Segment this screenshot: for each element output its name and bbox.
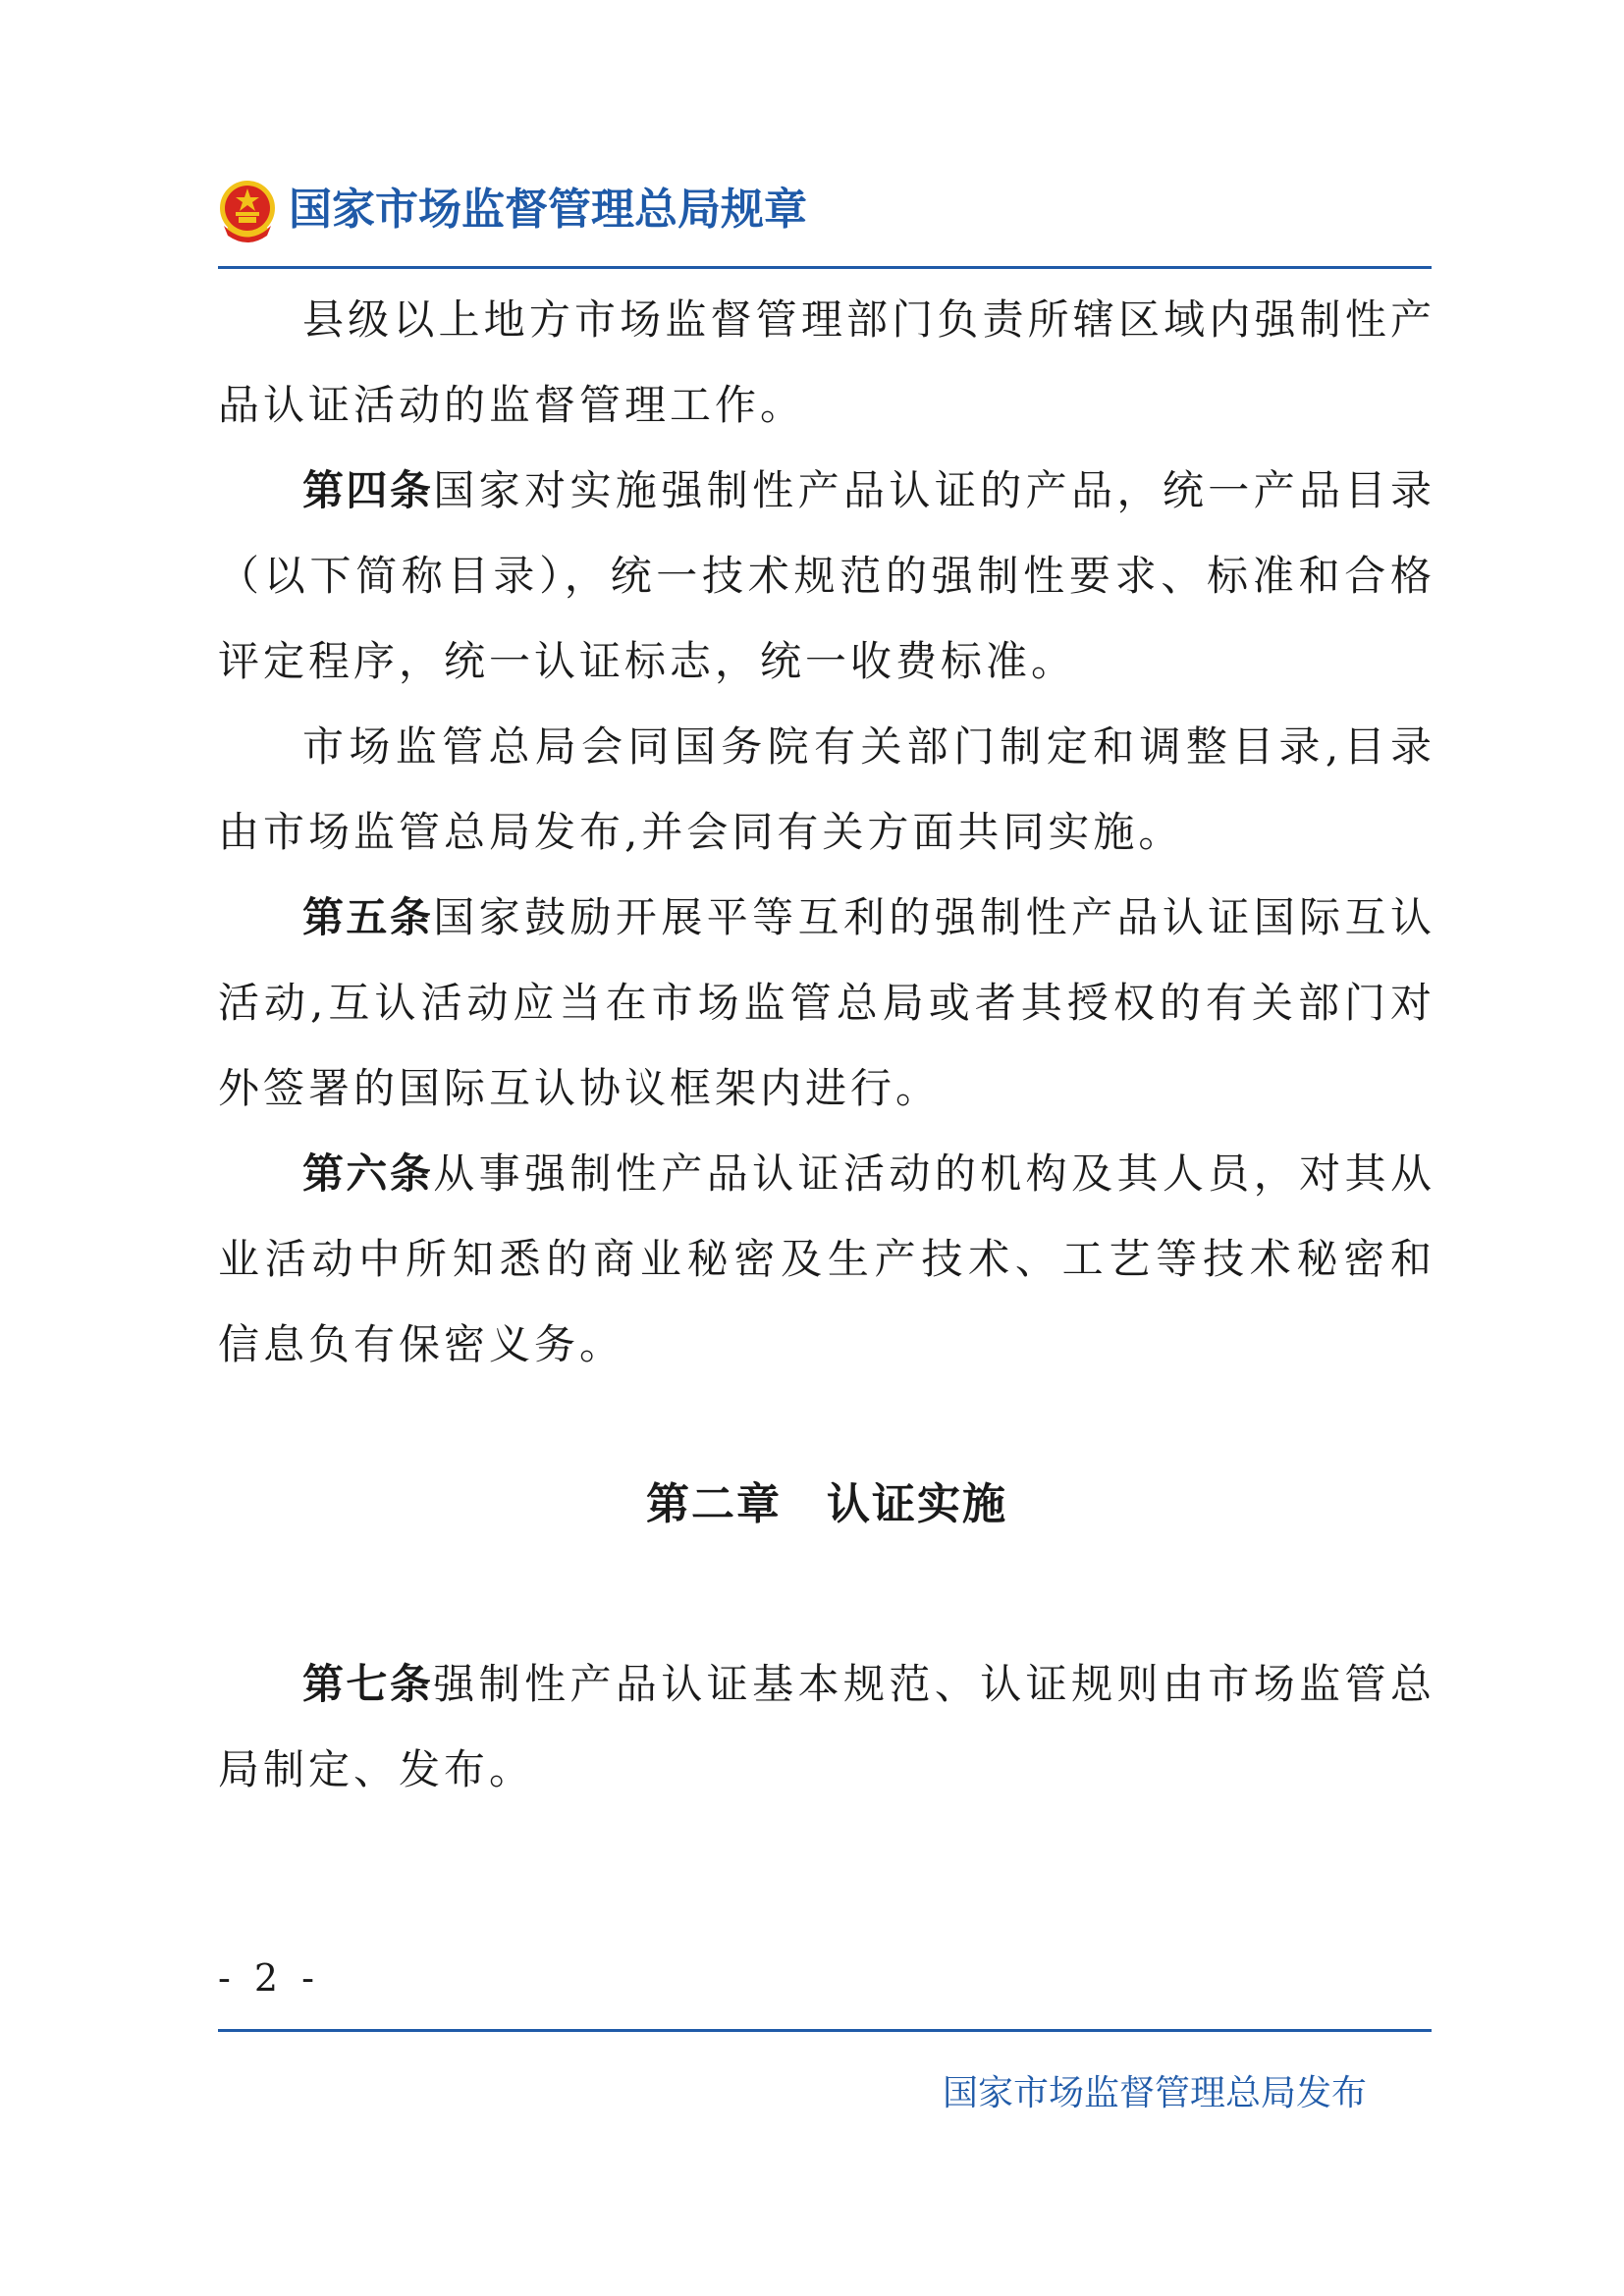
paragraph-text: 国家对实施强制性产品认证的产品，统一产品目录（以下简称目录），统一技术规范的强制性要求、标准和合格评定程序，统一认证标志，统一收费标准。 — [218, 466, 1435, 685]
national-emblem-icon — [218, 179, 277, 243]
document-body-top — [218, 277, 1435, 1387]
page-number: - 2 - — [218, 1956, 321, 2000]
paragraph — [218, 277, 1435, 448]
article-number: 第七条 — [302, 1660, 434, 1708]
article-number: 第六条 — [302, 1149, 434, 1198]
paragraph-text: 国家鼓励开展平等互利的强制性产品认证国际互认活动,互认活动应当在市场监管总局或者其授权的有关部门对外签署的国际互认协议框架内进行。 — [218, 893, 1435, 1112]
document-header — [218, 175, 1435, 253]
article-number: 第四条 — [302, 466, 434, 514]
document-body-bottom — [218, 1641, 1435, 1812]
paragraph-text: 从事强制性产品认证活动的机构及其人员，对其从业活动中所知悉的商业秘密及生产技术、工艺等技术秘密和信息负有保密义务。 — [218, 1149, 1435, 1368]
paragraph-text: 市场监管总局会同国务院有关部门制定和调整目录,目录由市场监管总局发布,并会同有关方面共同实施。 — [218, 722, 1435, 856]
paragraph-text: 县级以上地方市场监督管理部门负责所辖区域内强制性产品认证活动的监督管理工作。 — [218, 295, 1435, 429]
paragraph — [218, 448, 1435, 704]
footer-publisher: 国家市场监督管理总局发布 — [942, 2073, 1367, 2113]
paragraph — [218, 704, 1435, 875]
header-title: 国家市场监督管理总局规章 — [289, 185, 807, 235]
footer-divider — [218, 2029, 1432, 2032]
chapter-heading: 第二章 认证实施 — [646, 1479, 1007, 1529]
article-number: 第五条 — [302, 893, 434, 941]
header-divider — [218, 266, 1432, 269]
paragraph — [218, 1131, 1435, 1387]
paragraph — [218, 875, 1435, 1131]
paragraph — [218, 1641, 1435, 1812]
paragraph-text: 强制性产品认证基本规范、认证规则由市场监管总局制定、发布。 — [218, 1660, 1435, 1793]
